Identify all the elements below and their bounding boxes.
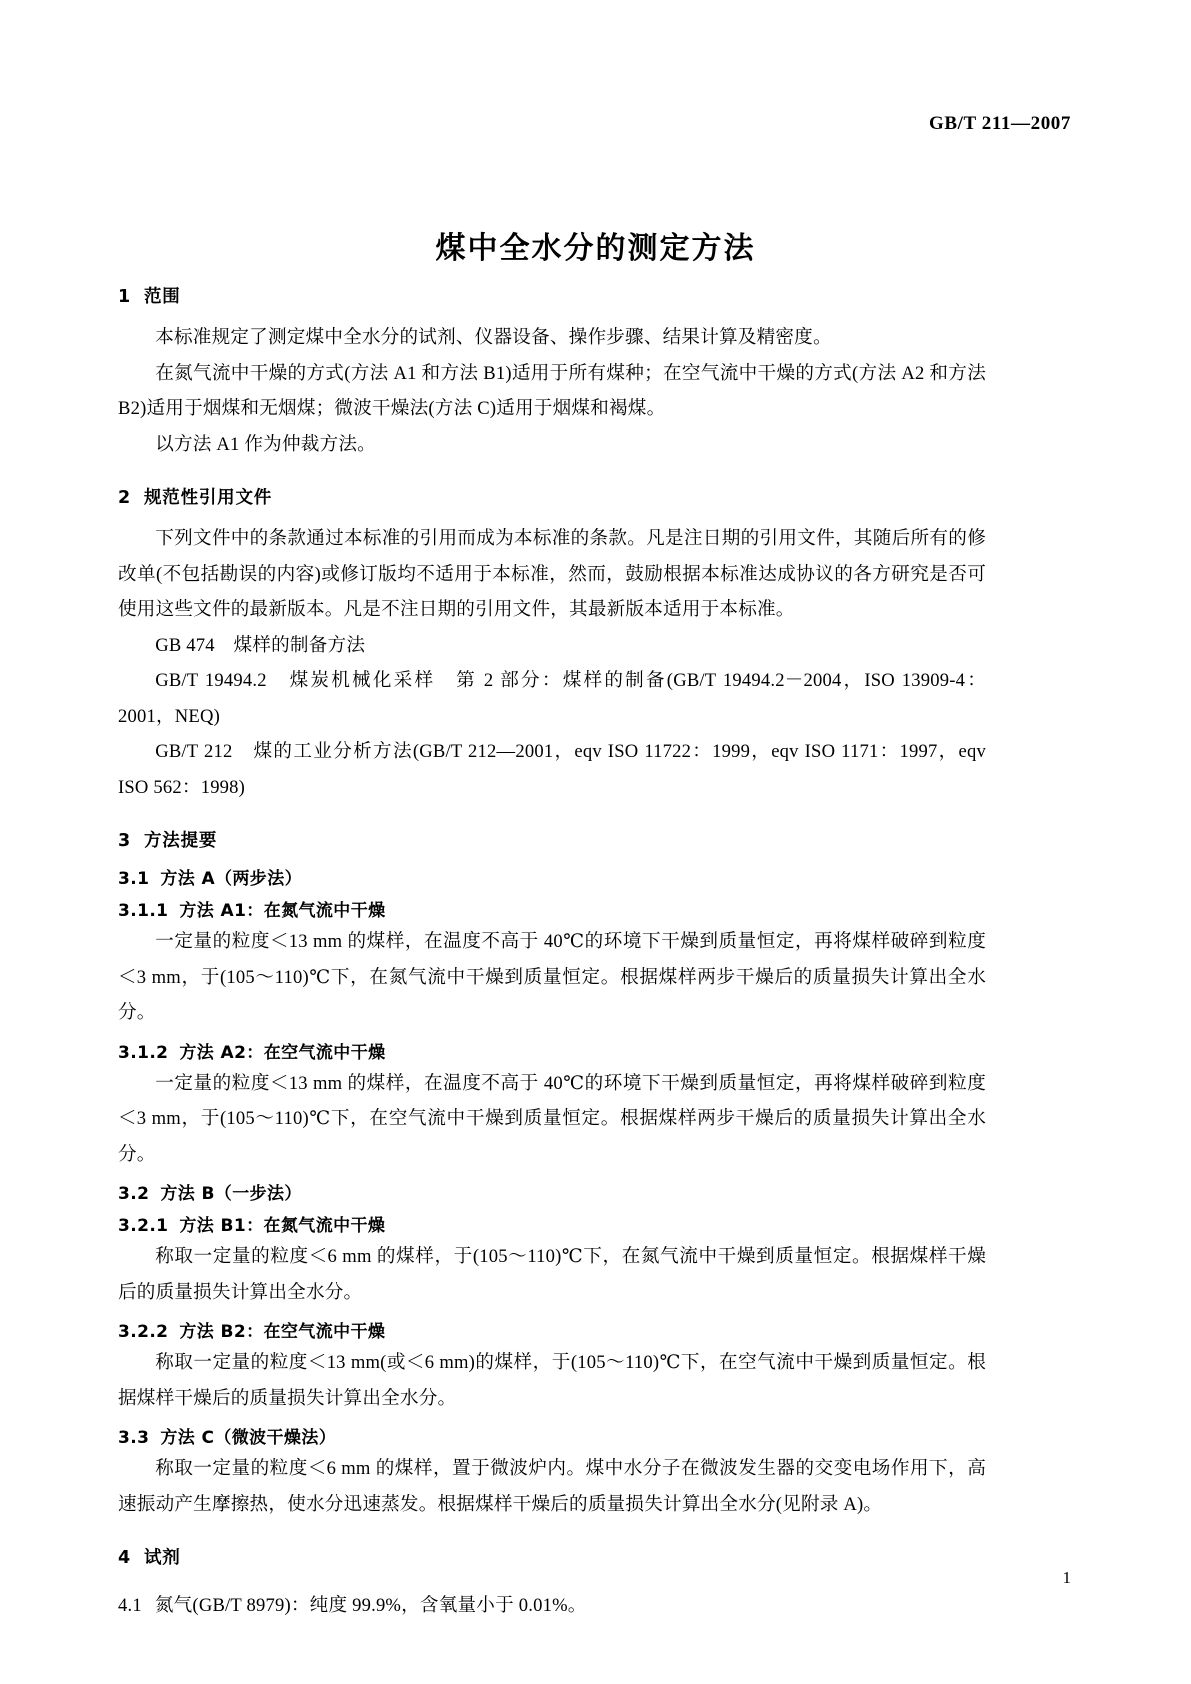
heading-clause-3 <box>118 827 986 852</box>
heading-clause-3-1-1-label: 方法 A1：在氮气流中干燥 <box>179 901 386 921</box>
clause-3-1-1-paragraph: 一定量的粒度＜13 mm 的煤样，在温度不高于 40℃的环境下干燥到质量恒定，再将煤样破碎到粒度＜3 mm，于(105～110)℃下，在氮气流中干燥到质量恒定。根据煤样两步干燥后的质量损失计算出全水分。 <box>118 931 986 1023</box>
heading-clause-3-1-2-number: 3.1.2 <box>118 1042 169 1063</box>
heading-clause-4-number: 4 <box>118 1548 131 1568</box>
heading-clause-3-1-2 <box>118 1038 986 1063</box>
heading-clause-3-2-label: 方法 B（一步法） <box>160 1184 302 1204</box>
heading-clause-2-number: 2 <box>118 488 131 508</box>
heading-clause-4-label: 试剂 <box>143 1548 181 1568</box>
clause-1-paragraph-3: 以方法 A1 作为仲裁方法。 <box>155 433 376 455</box>
heading-clause-3-2-number: 3.2 <box>118 1184 150 1204</box>
running-header-standard-number: GB/T 211—2007 <box>928 113 1071 134</box>
heading-clause-3-2-1-label: 方法 B1：在氮气流中干燥 <box>179 1216 386 1236</box>
heading-clause-3-label: 方法提要 <box>143 831 218 851</box>
clause-1-paragraph-2: 在氮气流中干燥的方式(方法 A1 和方法 B1)适用于所有煤种；在空气流中干燥的方式(方法 A2 和方法 B2)适用于烟煤和无烟煤；微波干燥法(方法 C)适用于烟煤和褐煤。 <box>118 362 986 419</box>
heading-clause-3-2-1-number: 3.2.1 <box>118 1216 169 1236</box>
heading-clause-3-2-2-label: 方法 B2：在空气流中干燥 <box>179 1322 386 1342</box>
heading-clause-3-2-1 <box>118 1211 986 1236</box>
clause-3-2-2-paragraph: 称取一定量的粒度＜13 mm(或＜6 mm)的煤样，于(105～110)℃下，在空气流中干燥到质量恒定。根据煤样干燥后的质量损失计算出全水分。 <box>118 1352 986 1409</box>
heading-clause-3-2-2 <box>118 1317 986 1342</box>
heading-clause-3-3-label: 方法 C（微波干燥法） <box>160 1428 337 1448</box>
heading-clause-3-1-2-label: 方法 A2：在空气流中干燥 <box>179 1042 386 1063</box>
clause-4-1-text: 氮气(GB/T 8979)：纯度 99.9%，含氧量小于 0.01%。 <box>154 1595 587 1616</box>
clause-2-paragraph-1: 下列文件中的条款通过本标准的引用而成为本标准的条款。凡是注日期的引用文件，其随后所有的修改单(不包括勘误的内容)或修订版均不适用于本标准，然而，鼓励根据本标准达成协议的各方研究是否可使用这些文件的最新版本。凡是不注日期的引用文件，其最新版本适用于本标准。 <box>118 528 986 620</box>
page-title: 煤中全水分的测定方法 <box>435 231 756 267</box>
heading-clause-2-label: 规范性引用文件 <box>143 488 273 508</box>
heading-clause-3-3-number: 3.3 <box>118 1428 150 1448</box>
heading-clause-1-number: 1 <box>118 287 131 307</box>
heading-clause-3-1 <box>118 864 986 889</box>
footer-page-number: 1 <box>1062 1568 1071 1587</box>
clause-4-1-paragraph <box>118 1588 986 1624</box>
document-body <box>118 283 986 1624</box>
heading-clause-3-1-number: 3.1 <box>118 869 150 889</box>
clause-3-1-2-paragraph: 一定量的粒度＜13 mm 的煤样，在温度不高于 40℃的环境下干燥到质量恒定，再将煤样破碎到粒度＜3 mm，于(105～110)℃下，在空气流中干燥到质量恒定。根据煤样两步干燥后的质量损失计算出全水分。 <box>118 1072 986 1165</box>
heading-clause-3-1-1-number: 3.1.1 <box>118 901 169 921</box>
normative-reference-gbt-19494-2: GB/T 19494.2 煤炭机械化采样 第 2 部分：煤样的制备(GB/T 19494.2－2004，ISO 13909-4：2001，NEQ) <box>118 670 986 727</box>
clause-3-2-1-paragraph: 称取一定量的粒度＜6 mm 的煤样，于(105～110)℃下，在氮气流中干燥到质量恒定。根据煤样干燥后的质量损失计算出全水分。 <box>118 1246 986 1303</box>
clause-1-paragraph-1: 本标准规定了测定煤中全水分的试剂、仪器设备、操作步骤、结果计算及精密度。 <box>155 327 832 348</box>
spacer <box>118 1581 986 1588</box>
heading-clause-3-2-2-number: 3.2.2 <box>118 1322 169 1342</box>
clause-3-3-paragraph: 称取一定量的粒度＜6 mm 的煤样，置于微波炉内。煤中水分子在微波发生器的交变电场作用下，高速振动产生摩擦热，使水分迅速蒸发。根据煤样干燥后的质量损失计算出全水分(见附录 A)。 <box>118 1458 986 1515</box>
heading-clause-1 <box>118 283 986 308</box>
normative-reference-gb-474: GB 474 煤样的制备方法 <box>155 634 366 656</box>
heading-clause-4 <box>118 1544 986 1569</box>
heading-clause-1-label: 范围 <box>143 287 181 307</box>
normative-reference-gbt-212: GB/T 212 煤的工业分析方法(GB/T 212—2001，eqv ISO 11722：1999，eqv ISO 1171：1997，eqv ISO 562：1998) <box>118 741 986 798</box>
heading-clause-3-number: 3 <box>118 831 131 851</box>
heading-clause-3-1-label: 方法 A（两步法） <box>160 869 303 889</box>
clause-4-1-number: 4.1 <box>118 1595 142 1616</box>
heading-clause-3-1-1 <box>118 896 986 921</box>
heading-clause-3-3 <box>118 1423 986 1448</box>
heading-clause-3-2 <box>118 1179 986 1204</box>
heading-clause-2 <box>118 484 986 509</box>
